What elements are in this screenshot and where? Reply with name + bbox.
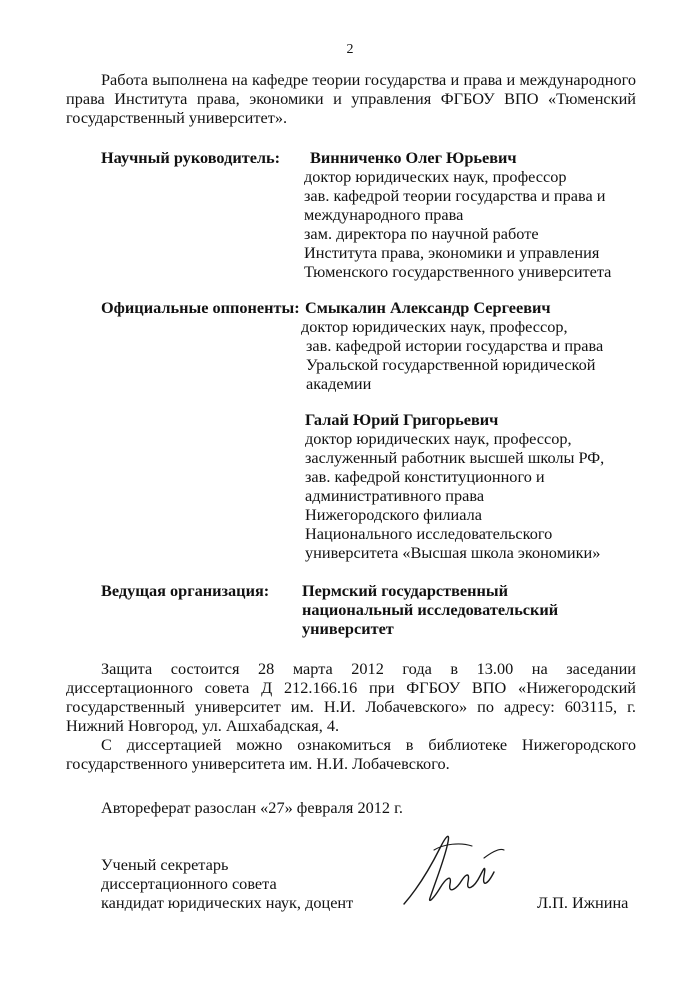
supervisor-line: зам. директора по научной работе bbox=[304, 224, 539, 243]
supervisor-line: доктор юридических наук, профессор bbox=[304, 167, 567, 186]
leading-org-block bbox=[302, 581, 558, 638]
leading-org-label: Ведущая организация: bbox=[101, 581, 270, 600]
secretary-title: Ученый секретарь диссертационного совета кандидат юридических наук, доцент bbox=[101, 855, 354, 912]
leading-org-line: Пермский государственный bbox=[302, 581, 509, 600]
handwritten-signature bbox=[400, 828, 510, 913]
supervisor-line: Института права, экономики и управления bbox=[304, 243, 600, 262]
supervisor-line: Тюменского государственного университета bbox=[304, 262, 612, 281]
defense-paragraph: Защита состоится 28 марта 2012 года в 13.00 на заседании диссертационного совета Д 212.166.16 при ФГБОУ ВПО «Нижегородский государственный университет им. Н.И. Лобачевского» по адресу: 603115, г. Нижний Новгород, ул. Ашхабадская, 4. bbox=[66, 659, 636, 735]
sent-date: Автореферат разослан «27» февраля 2012 г. bbox=[101, 798, 403, 817]
opponent-first-block bbox=[301, 317, 603, 393]
opponent-line: Уральской государственной юридической bbox=[306, 355, 596, 374]
supervisor-label: Научный руководитель: bbox=[101, 148, 281, 167]
secretary-name: Л.П. Ижнина bbox=[537, 893, 629, 912]
opponent-line: зав. кафедрой истории государства и права bbox=[306, 336, 604, 355]
page-number: 2 bbox=[346, 42, 354, 57]
opponents-label: Официальные оппоненты: bbox=[101, 298, 300, 317]
opponent-line: заслуженный работник высшей школы РФ, bbox=[305, 448, 605, 467]
supervisor-name: Винниченко Олег Юрьевич bbox=[310, 148, 517, 167]
opponent-second-block bbox=[305, 410, 604, 562]
opponent-line: доктор юридических наук, профессор, bbox=[305, 429, 572, 448]
supervisor-line: международного права bbox=[304, 205, 464, 224]
opponent-line: академии bbox=[306, 374, 372, 393]
opponent-line: зав. кафедрой конституционного и bbox=[305, 467, 545, 486]
opponent-line: университета «Высшая школа экономики» bbox=[305, 543, 601, 562]
opponent-line: административного права bbox=[305, 486, 485, 505]
leading-org-line: национальный исследовательский bbox=[302, 600, 559, 619]
opponent-line: Нижегородского филиала bbox=[305, 505, 482, 524]
intro-paragraph: Работа выполнена на кафедре теории государства и права и международного права Института права, экономики и управления ФГБОУ ВПО «Тюменский государственный университет». bbox=[66, 70, 636, 127]
library-paragraph: С диссертацией можно ознакомиться в библиотеке Нижегородского государственного университета им. Н.И. Лобачевского. bbox=[66, 735, 636, 773]
opponent-line: доктор юридических наук, профессор, bbox=[301, 317, 568, 336]
opponent-first-name: Смыкалин Александр Сергеевич bbox=[305, 298, 551, 317]
supervisor-line: зав. кафедрой теории государства и права и bbox=[304, 186, 606, 205]
leading-org-line: университет bbox=[302, 619, 394, 638]
opponent-second-name: Галай Юрий Григорьевич bbox=[305, 410, 499, 429]
supervisor-block bbox=[304, 148, 611, 281]
opponent-line: Национального исследовательского bbox=[305, 524, 553, 543]
